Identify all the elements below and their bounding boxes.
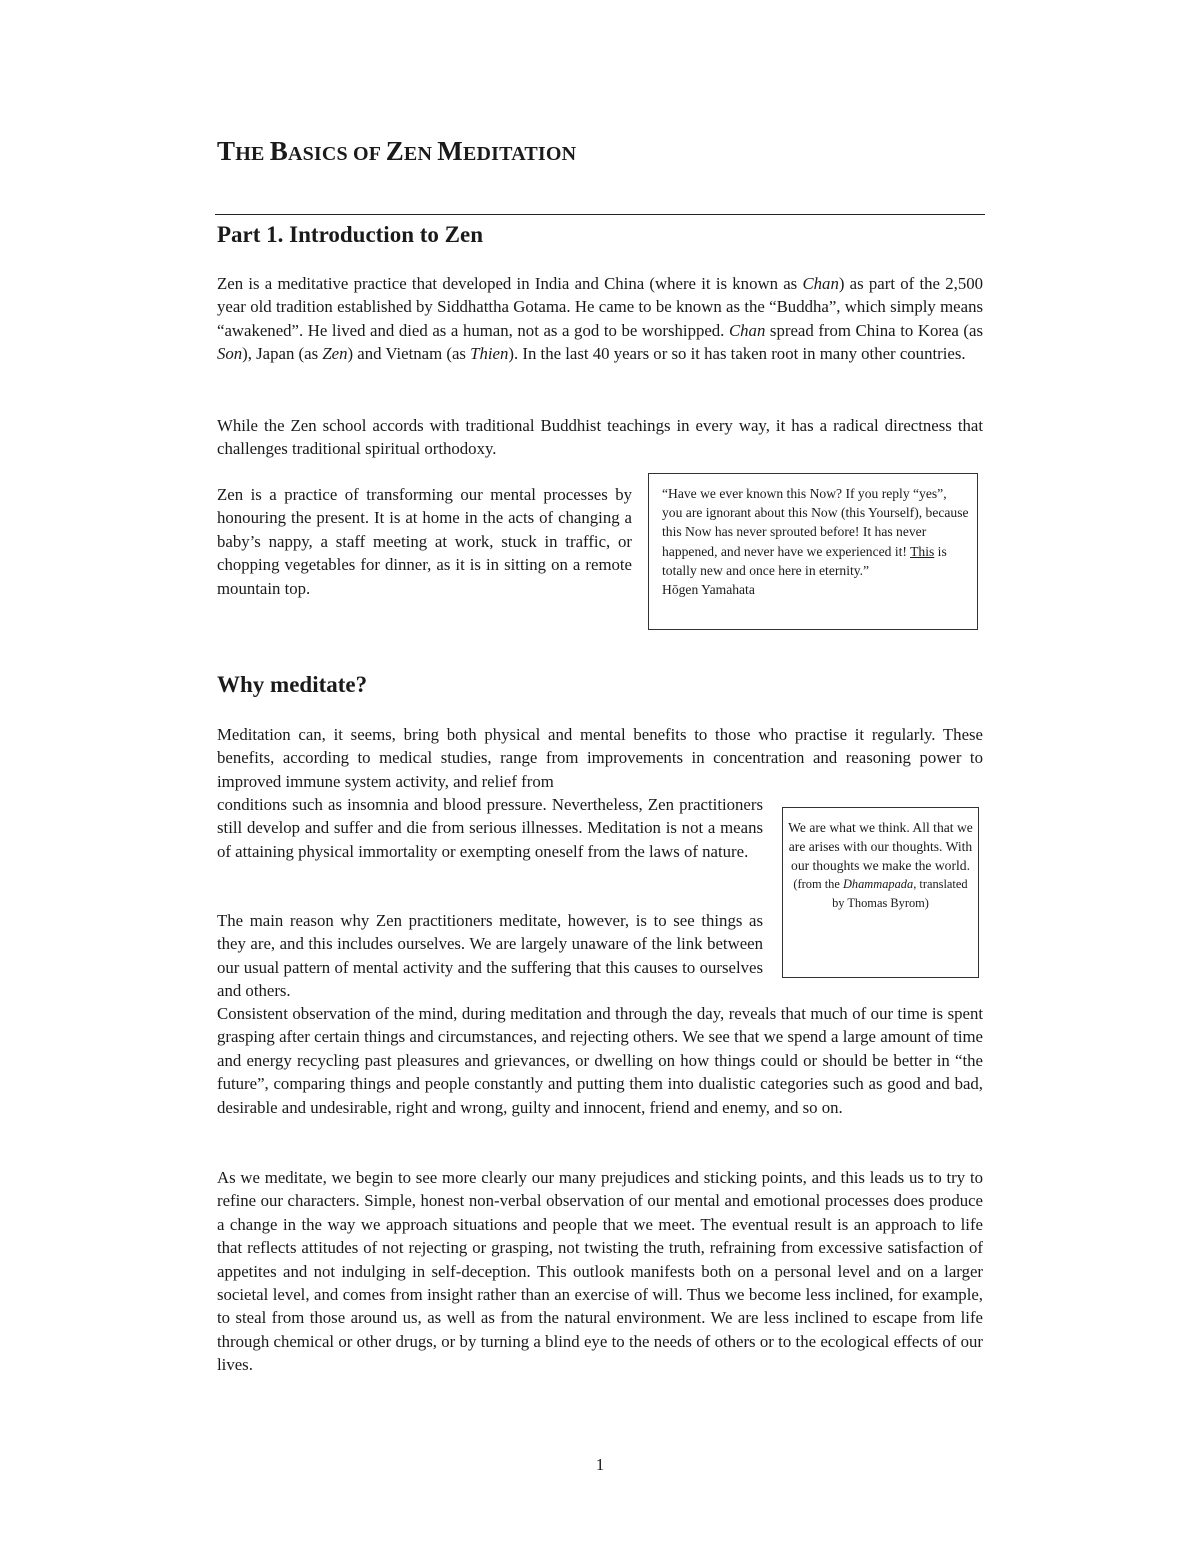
- quote-attribution: Hōgen Yamahata: [662, 582, 755, 598]
- title-part: HE: [235, 143, 270, 165]
- text-run: spread from China to Korea (as: [765, 320, 983, 340]
- part1-heading: Part 1. Introduction to Zen: [217, 222, 483, 247]
- practice-paragraph: Zen is a practice of transforming our mental processes by honouring the present. It is at home in the acts of changing a baby’s nappy, a staff meeting at work, stuck in traffic, or chopping vegetables for dinner, as it is in sitting on a remote mountain top.: [217, 485, 632, 598]
- italic-term: Son: [217, 344, 243, 364]
- dhammapada-quote-box: [782, 807, 979, 978]
- page-number: 1: [595, 1455, 605, 1474]
- italic-term: Chan: [802, 274, 839, 293]
- zen-school-paragraph: While the Zen school accords with traditional Buddhist teachings in every way, it has a radical directness that challenges traditional spiritual orthodoxy.: [217, 416, 983, 459]
- why-meditate-heading: Why meditate?: [217, 672, 368, 697]
- document-title: [217, 136, 576, 167]
- quote-text: We are what we think. All that we are arises with our thoughts. With our thoughts we make the world.: [788, 820, 973, 873]
- source-text: (from the: [793, 877, 843, 891]
- title-part: EDITATION: [462, 143, 577, 165]
- title-part: B: [269, 136, 288, 166]
- document-page: [217, 0, 983, 1553]
- intro-paragraph: [217, 272, 983, 366]
- quote-text: is totally new and once here in eternity.”: [662, 543, 947, 578]
- title-part: Z: [385, 136, 404, 166]
- source-text: , translated by Thomas Byrom): [832, 877, 968, 910]
- italic-term: Zen: [322, 344, 348, 364]
- title-part: EN: [403, 143, 438, 165]
- observation-paragraph: Consistent observation of the mind, during meditation and through the day, reveals that much of our time is spent grasping after certain things and circumstances, and rejecting others. We see that we spend a large amount of time and energy recycling past pleasures and grievances, or dwelling on how things could or should be better in “the future”, comparing things and people constantly and putting them into dualistic categories such as good and bad, desirable and undesirable, right and wrong, guilty and innocent, friend and enemy, and so on.: [217, 1004, 983, 1117]
- source-title: Dhammapada: [842, 877, 914, 891]
- benefits-paragraph-continued: conditions such as insomnia and blood pressure. Nevertheless, Zen practitioners still develop and suffer and die from serious illnesses. Meditation is not a means of attaining physical immortality or exempting oneself from the laws of nature.: [217, 795, 763, 861]
- title-part: ASICS OF: [287, 143, 386, 165]
- quote-text: “Have we ever known this Now? If you reply “yes”, you are ignorant about this Now (this Yourself), because this Now has never sprouted before! It has never happened, and never have we experienced it!: [662, 486, 969, 559]
- benefits-paragraph: Meditation can, it seems, bring both physical and mental benefits to those who practise it regularly. These benefits, according to medical studies, range from improvements in concentration and reasoning power to improved immune system activity, and relief from: [217, 725, 983, 791]
- underlined-word: This: [910, 543, 935, 559]
- title-part: M: [437, 136, 463, 166]
- text-run: Zen is a meditative practice that developed in India and China (where it is known as: [217, 274, 803, 293]
- quote-source: [787, 875, 974, 912]
- italic-term: Chan: [728, 320, 766, 340]
- yamahata-quote-box: [648, 473, 978, 630]
- text-run: ) and Vietnam (as: [347, 344, 471, 364]
- text-run: ) as part of the 2,500 year old tradition established by Siddhattha Gotama. He came to be known as the “Buddha”, which simply means “awakened”. He lived and died as a human, not as a god to be worshipped.: [217, 274, 984, 340]
- text-run: ). In the last 40 years or so it has taken root in many other countries.: [508, 344, 966, 364]
- italic-term: Thien: [470, 344, 509, 364]
- meditation-effects-paragraph: As we meditate, we begin to see more clearly our many prejudices and sticking points, and this leads us to try to refine our characters. Simple, honest non-verbal observation of our mental and emotional processes does produce a change in the way we approach situations and people that we meet. The eventual result is an approach to life that reflects attitudes of not rejecting or grasping, not twisting the truth, refraining from excessive satisfaction of appetites and not indulging in self-deception. This outlook manifests both on a personal level and on a larger societal level, and comes from insight rather than an exercise of will. Thus we become less inclined, for example, to steal from those around us, as well as from the natural environment. We are less inclined to escape from life through chemical or other drugs, or by turning a blind eye to the needs of others or to the ecological effects of our lives.: [217, 1168, 983, 1375]
- text-run: ), Japan (as: [242, 344, 323, 364]
- title-part: T: [217, 136, 236, 166]
- main-reason-paragraph: The main reason why Zen practitioners meditate, however, is to see things as they are, and this includes ourselves. We are largely unaware of the link between our usual pattern of mental activity and the suffering that this causes to ourselves and others.: [217, 911, 763, 1001]
- section-divider: [215, 214, 985, 215]
